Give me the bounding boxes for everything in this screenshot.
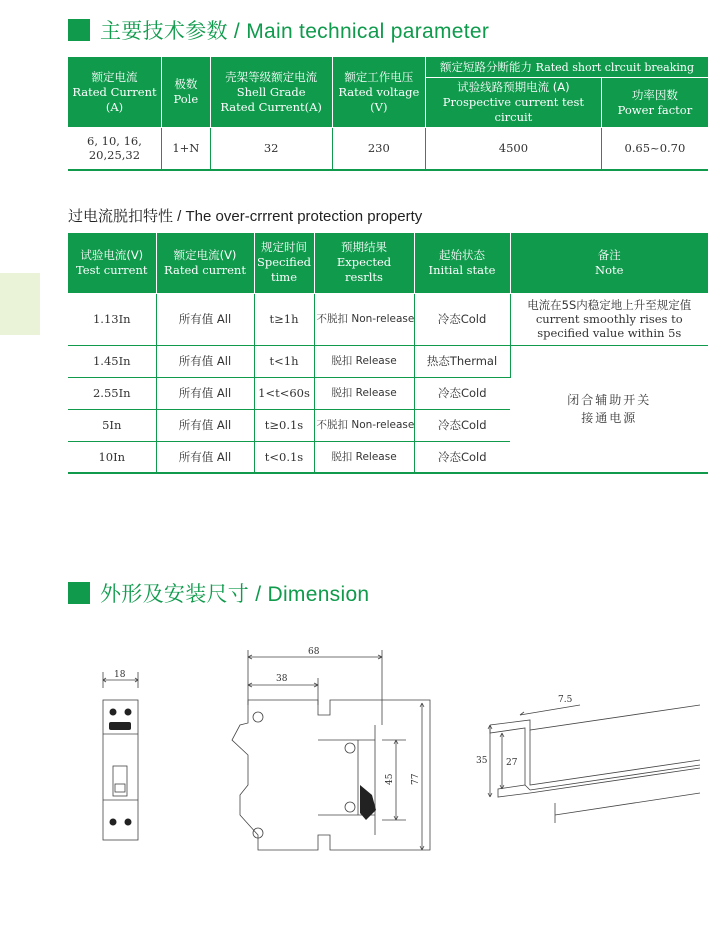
header-power-factor: 功率因数 Power factor [601, 78, 708, 128]
cell-time: t<1h [254, 345, 314, 377]
side-view-drawing [210, 645, 440, 860]
cell-rated-current: 6, 10, 16, 20,25,32 [68, 128, 161, 170]
header-expected: 预期结果 Expected resrlts [314, 233, 414, 293]
cell-state: 冷态Cold [414, 293, 510, 345]
cell-time: t≥1h [254, 293, 314, 345]
dim-rail-height: 35 [476, 756, 488, 766]
dim-rail-inner: 27 [506, 758, 518, 768]
cell-test: 4500 [426, 128, 602, 170]
cell-test: 5In [68, 409, 156, 441]
cell-result: 不脱扣 Non-release [314, 409, 414, 441]
table-row [68, 128, 708, 170]
section-title: 主要技术参数 / Main technical parameter [100, 20, 490, 43]
header-test-current: 试验电流(V) Test current [68, 233, 156, 293]
dim-side-total: 68 [308, 647, 320, 657]
header-breaking-capacity: 额定短路分断能力 Rated short clrcuit breaking [426, 57, 708, 78]
cell-rated: 所有值 All [156, 345, 254, 377]
cell-result: 脱扣 Release [314, 441, 414, 473]
table-row [68, 293, 708, 345]
section-square-icon [68, 19, 90, 41]
cell-test: 2.55In [68, 377, 156, 409]
cell-time: 1<t<60s [254, 377, 314, 409]
cell-state: 冷态Cold [414, 441, 510, 473]
cell-result: 脱扣 Release [314, 345, 414, 377]
cell-state: 冷态Cold [414, 409, 510, 441]
cell-state: 冷态Cold [414, 377, 510, 409]
cell-test: 1.13In [68, 293, 156, 345]
header-rated-current: 额定电流 Rated Current (A) [68, 57, 161, 128]
cell-time: t≥0.1s [254, 409, 314, 441]
cell-note-merged: 闭合辅助开关 接通电源 [510, 345, 708, 473]
cell-result: 不脱扣 Non-release [314, 293, 414, 345]
cell-rated: 所有值 All [156, 441, 254, 473]
cell-note: 电流在5S内稳定地上升至规定值 current smoothly rises to specified value within 5s [510, 293, 708, 345]
section-title: 外形及安装尺寸 / Dimension [100, 583, 370, 606]
header-rated-current2: 额定电流(V) Rated current [156, 233, 254, 293]
cell-rated: 所有值 All [156, 409, 254, 441]
cell-test: 1.45In [68, 345, 156, 377]
header-shell-grade: 壳架等级额定电流 Shell Grade Rated Current(A) [210, 57, 332, 128]
cell-rated: 所有值 All [156, 377, 254, 409]
cell-result: 脱扣 Release [314, 377, 414, 409]
header-specified-time: 规定时间 Specified time [254, 233, 314, 293]
cell-time: t<0.1s [254, 441, 314, 473]
din-rail-drawing [470, 685, 706, 835]
cell-pf: 0.65~0.70 [601, 128, 708, 170]
section-main-parameter [68, 15, 489, 45]
side-tab-decoration [0, 273, 40, 335]
cell-voltage: 230 [332, 128, 425, 170]
cell-shell: 32 [210, 128, 332, 170]
main-parameter-table [68, 57, 708, 171]
front-view-drawing [88, 660, 158, 850]
dim-front-width: 18 [114, 670, 126, 680]
dim-side-height: 77 [411, 773, 421, 785]
section-square-icon [68, 582, 90, 604]
cell-state: 热态Thermal [414, 345, 510, 377]
cell-test: 10In [68, 441, 156, 473]
cell-pole: 1+N [161, 128, 210, 170]
dim-rail-top: 7.5 [558, 695, 573, 705]
header-note: 备注 Note [510, 233, 708, 293]
header-initial-state: 起始状态 Initial state [414, 233, 510, 293]
subsection-title: 过电流脱扣特性 / The over-crrrent protection property [68, 208, 423, 225]
dim-side-inner: 45 [385, 773, 395, 785]
cell-rated: 所有值 All [156, 293, 254, 345]
table-row [68, 345, 708, 377]
header-test-circuit: 试验线路预期电流 (A) Prospective current test circuit [426, 78, 602, 128]
header-pole: 极数 Pole [161, 57, 210, 128]
dim-side-part: 38 [276, 674, 288, 684]
section-dimension [68, 578, 369, 608]
header-rated-voltage: 额定工作电压 Rated voltage (V) [332, 57, 425, 128]
protection-table [68, 233, 708, 474]
